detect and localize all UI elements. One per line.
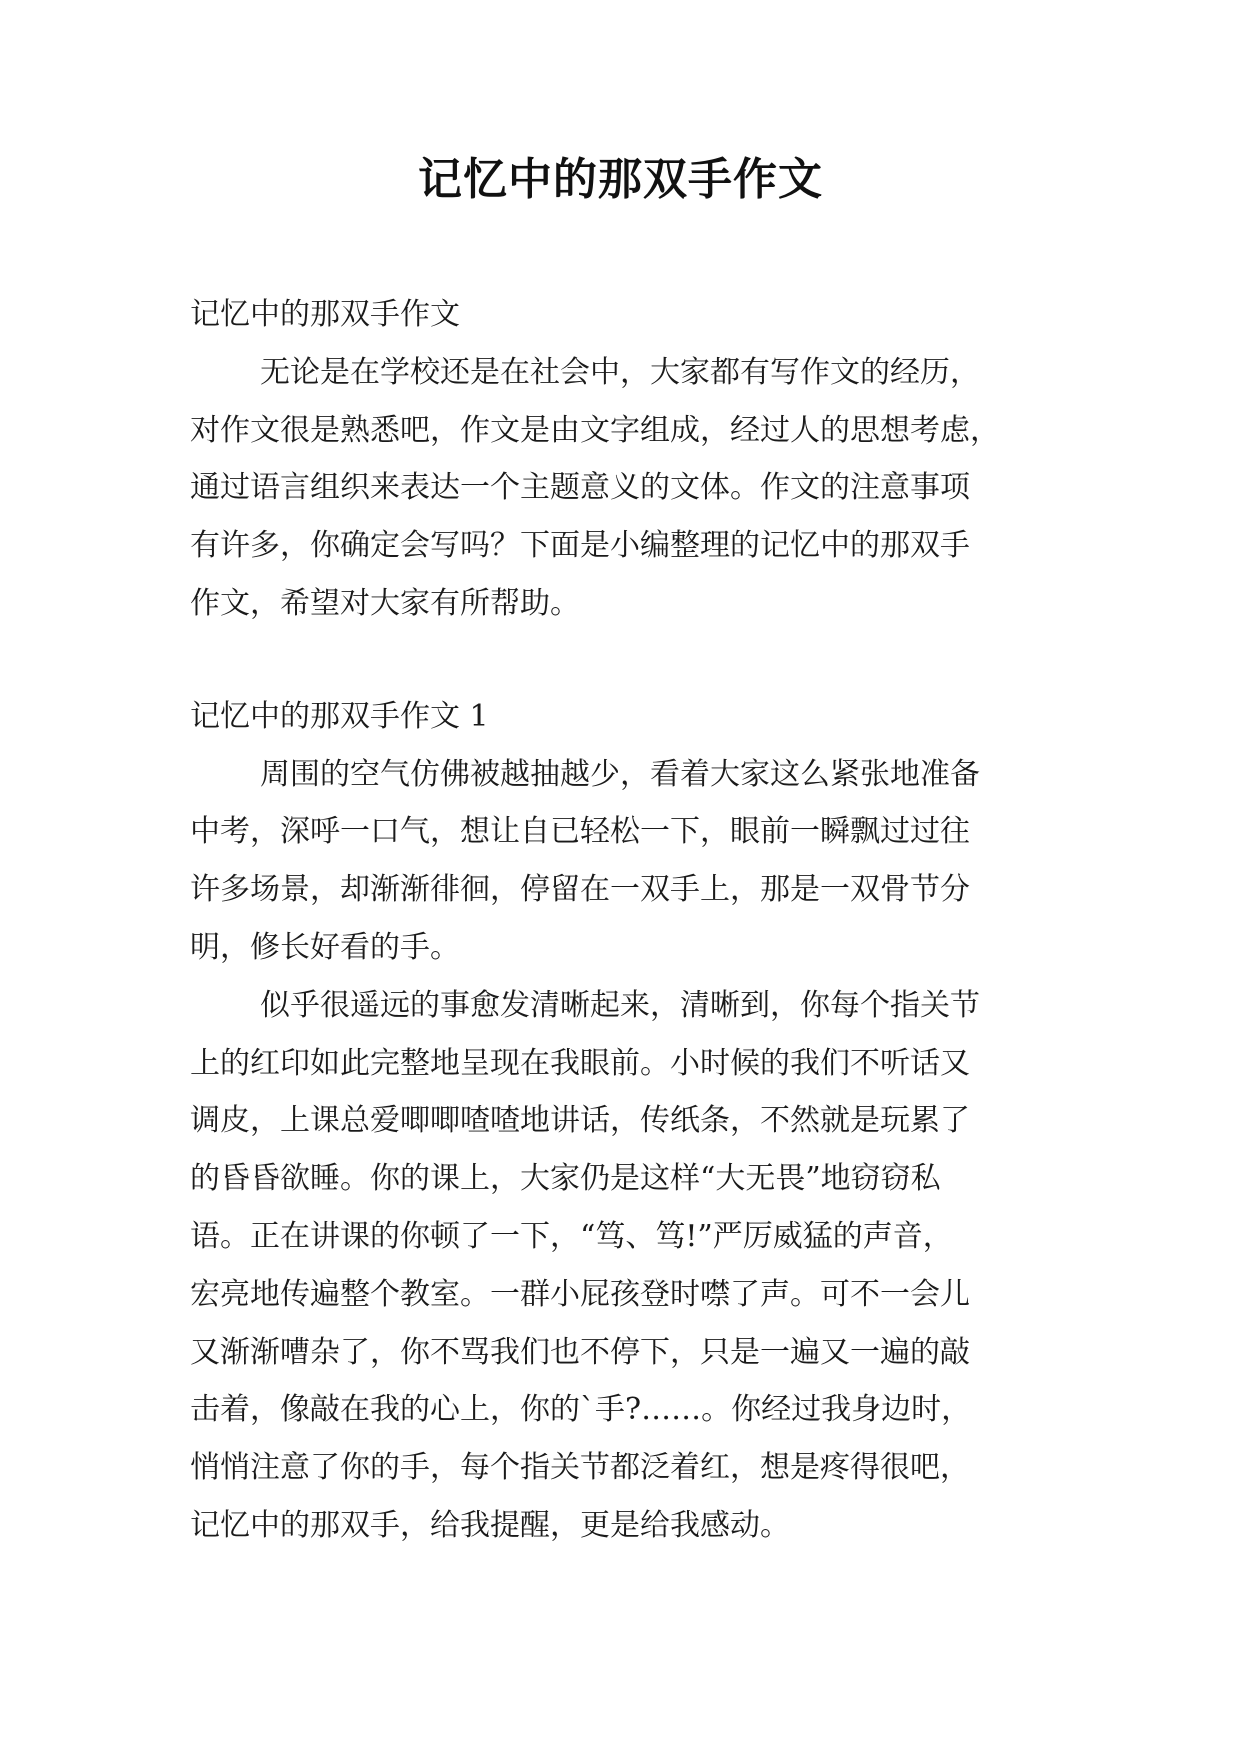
intro-line: 无论是在学校还是在社会中，大家都有写作文的经历， bbox=[260, 354, 980, 390]
intro-line: 作文，希望对大家有所帮助。 bbox=[190, 585, 580, 621]
paragraph-line: 击着，像敲在我的心上，你的`手?……。你经过我身边时， bbox=[190, 1392, 972, 1428]
paragraph-line: 上的红印如此完整地呈现在我眼前。小时候的我们不听话又 bbox=[190, 1045, 970, 1081]
paragraph-line: 悄悄注意了你的手，每个指关节都泛着红，想是疼得很吧， bbox=[190, 1450, 970, 1486]
document-title: 记忆中的那双手作文 bbox=[418, 154, 823, 205]
section-1-paragraph-1 bbox=[190, 746, 1060, 977]
paragraph-line: 中考，深呼一口气，想让自已轻松一下，眼前一瞬飘过过往 bbox=[190, 814, 970, 850]
section-1-heading: 记忆中的那双手作文 1 bbox=[190, 698, 489, 734]
intro-line: 有许多，你确定会写吗？下面是小编整理的记忆中的那双手 bbox=[190, 528, 970, 564]
intro-paragraph bbox=[190, 344, 1060, 633]
paragraph-line: 许多场景，却渐渐徘徊，停留在一双手上，那是一双骨节分 bbox=[190, 872, 970, 908]
section-spacer bbox=[190, 633, 1060, 688]
paragraph-line: 明，修长好看的手。 bbox=[190, 929, 460, 965]
paragraph-line: 调皮，上课总爱唧唧喳喳地讲话，传纸条，不然就是玩累了 bbox=[190, 1103, 970, 1139]
paragraph-line: 语。正在讲课的你顿了一下，“笃、笃!”严厉威猛的声音， bbox=[190, 1218, 953, 1254]
intro-heading: 记忆中的那双手作文 bbox=[190, 297, 460, 332]
paragraph-line: 的昏昏欲睡。你的课上，大家仍是这样“大无畏”地窃窃私 bbox=[190, 1161, 941, 1197]
paragraph-line: 又渐渐嘈杂了，你不骂我们也不停下，只是一遍又一遍的敲 bbox=[190, 1334, 970, 1370]
paragraph-line: 记忆中的那双手，给我提醒，更是给我感动。 bbox=[190, 1507, 790, 1543]
document-body bbox=[190, 286, 1060, 1555]
intro-line: 通过语言组织来表达一个主题意义的文体。作文的注意事项 bbox=[190, 470, 970, 506]
intro-line: 对作文很是熟悉吧，作文是由文字组成，经过人的思想考虑， bbox=[190, 412, 1000, 448]
paragraph-line: 周围的空气仿佛被越抽越少，看着大家这么紧张地准备 bbox=[260, 756, 980, 792]
paragraph-line: 宏亮地传遍整个教室。一群小屁孩登时噤了声。可不一会儿 bbox=[190, 1276, 970, 1312]
section-1-paragraph-2 bbox=[190, 977, 1060, 1555]
paragraph-line: 似乎很遥远的事愈发清晰起来，清晰到，你每个指关节 bbox=[260, 987, 980, 1023]
